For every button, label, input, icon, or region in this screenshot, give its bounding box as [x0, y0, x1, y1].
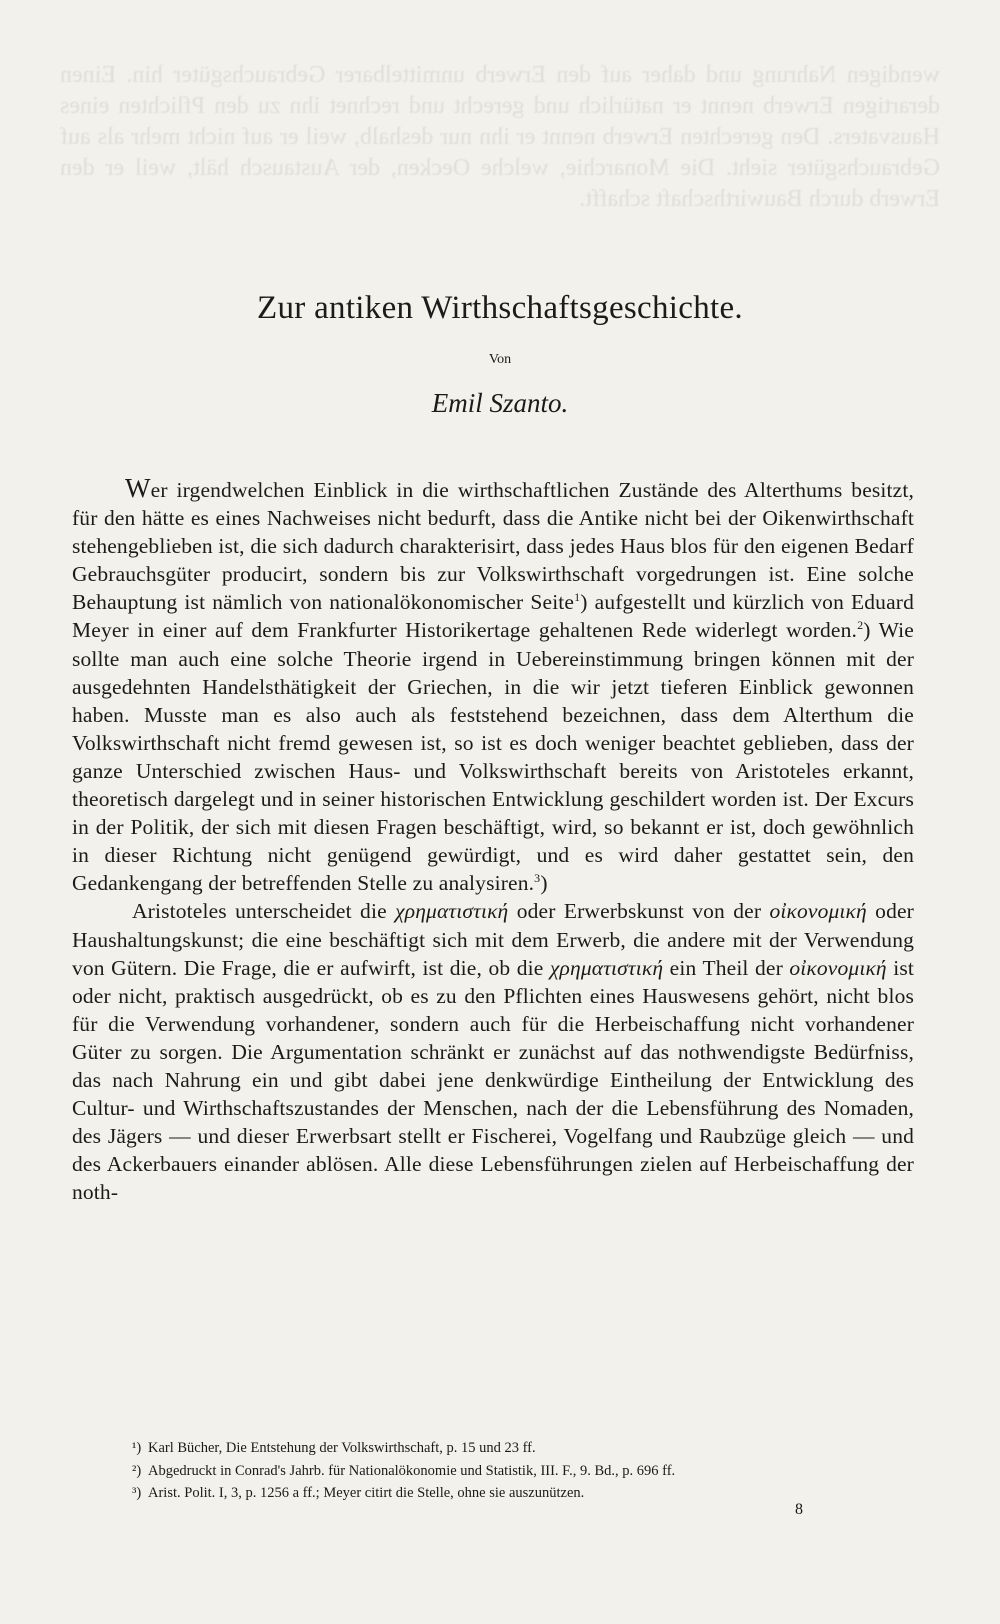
paragraph-1-text-d: ): [540, 871, 548, 896]
author-name: Emil Szanto.: [431, 388, 569, 418]
article-title: Zur antiken Wirthschaftsgeschichte.: [257, 290, 743, 326]
bleed-through-texture: wendigen Nahrung und daher auf den Erwerb unmittelbarer Gebrauchsgüter hin. Einen derartigen Erwerb nennt er natürlich und gerecht und rechnet ihn zu den Pflichten eines Hausvaters. Den gerechten Erwerb nennt er ihn nur deshalb, weil er auf nicht mehr als auf Gebrauchsgüter sieht. Die Monarchie, welche Oecken, der Austausch hält, weil er den Erwerb durch Bauwirthschaft schafft.: [60, 62, 940, 212]
footnote-ref-2: 2: [857, 618, 864, 633]
greek-term-chrematistike: χρηματιστική: [395, 899, 509, 924]
footnote-ref-1: 1: [574, 590, 581, 605]
paragraph-2-text-1: Aristoteles unterscheidet die: [132, 899, 396, 924]
drop-cap: W: [125, 473, 151, 503]
footnotes: [132, 1437, 912, 1505]
greek-term-chrematistike: χρηματιστική: [549, 955, 664, 980]
paragraph-2-text-4: ein Theil der: [663, 955, 790, 980]
paragraph-1-text-b: ) aufgestellt und kürzlich von Eduard Meyer in einer auf dem Frankfurter Historikertage gehaltenen Rede widerlegt worden.: [72, 590, 914, 643]
footnote-mark: ²): [132, 1462, 142, 1479]
greek-term-oikonomike: οἰκονομική: [789, 955, 887, 980]
paragraph-2: [72, 897, 914, 1206]
paragraph-1: [72, 474, 914, 897]
footnote-1: [132, 1437, 912, 1460]
footnote-text: Abgedruckt in Conrad's Jahrb. für Nationalökonomie und Statistik, III. F., 9. Bd., p. 696 ff.: [148, 1462, 676, 1479]
page-number: 8: [795, 1501, 803, 1518]
paragraph-2-text-2: oder Erwerbskunst von der: [508, 899, 770, 924]
footnote-2: [132, 1460, 912, 1483]
article-body: [72, 474, 914, 1206]
footnote-text: Arist. Polit. I, 3, p. 1256 a ff.; Meyer citirt die Stelle, ohne sie auszunützen.: [148, 1485, 585, 1501]
footnote-ref-3: 3: [534, 871, 541, 886]
paragraph-1-text-c: ) Wie sollte man auch eine solche Theorie irgend in Uebereinstimmung bringen können mit der ausgedehnten Handelsthätigkeit der Griechen, in die wir jetzt tieferen Einblick gewonnen haben. Musste man es also auch als feststehend bezeichnen, dass dem Alterthum die Volkswirthschaft nicht fremd gewesen ist, so ist es doch weniger beachtet geblieben, dass der ganze Unterschied zwischen Haus- und Volkswirthschaft bereits von Aristoteles erkannt, theoretisch dargelegt und in seiner historischen Entwicklung geschildert worden ist. Der Excurs in der Politik, der sich mit diesen Fragen beschäftigt, wird, so bekannt er ist, doch gewöhnlich in dieser Richtung nicht genügend gewürdigt, und es wird daher gestattet sein, den Gedankengang der betreffenden Stelle zu analysiren.: [72, 618, 914, 896]
paragraph-2-text-5: ist oder nicht, praktisch ausgedrückt, ob es zu den Pflichten eines Hauswesens gehört, nicht blos für die Verwendung vorhandener, sondern auch für die Herbeischaffung nicht vorhandener Güter zu sorgen. Die Argumentation schränkt er zunächst auf das nothwendigste Bedürfniss, das nach Nahrung ein und gibt dabei jene denkwürdige Eintheilung der Entwicklung des Cultur- und Wirthschaftszustandes der Menschen, nach der die Lebensführung des Nomaden, des Jägers — und dieser Erwerbsart stellt er Fischerei, Vogelfang und Raubzüge gleich — und des Ackerbauers einander ablösen. Alle diese Lebensführungen zielen auf Herbeischaffung der noth-: [72, 955, 914, 1205]
greek-term-oikonomike: οἰκονομική: [769, 899, 867, 924]
footnote-text: Karl Bücher, Die Entstehung der Volkswirthschaft, p. 15 und 23 ff.: [148, 1440, 536, 1456]
footnote-mark: ³): [132, 1485, 142, 1501]
paragraph-2-text-3: oder Haushaltungskunst; die eine beschäftigt sich mit dem Erwerb, die andere mit der Verwendung von Gütern. Die Frage, die er aufwirft, ist die, ob die: [72, 899, 914, 980]
byline-prefix: Von: [488, 352, 512, 367]
paragraph-1-text-a: er irgendwelchen Einblick in die wirthschaftlichen Zustände des Alterthums besitzt, für den hätte es eines Nachweises nicht bedurft, dass die Antike nicht bei der Oikenwirthschaft stehengeblieben ist, die sich dadurch charakterisirt, dass jedes Haus blos für den eigenen Bedarf Gebrauchsgüter producirt, sondern bis zur Volkswirthschaft vorgedrungen ist. Eine solche Behauptung ist nämlich von nationalökonomischer Seite: [72, 478, 914, 615]
footnote-mark: ¹): [132, 1440, 142, 1456]
